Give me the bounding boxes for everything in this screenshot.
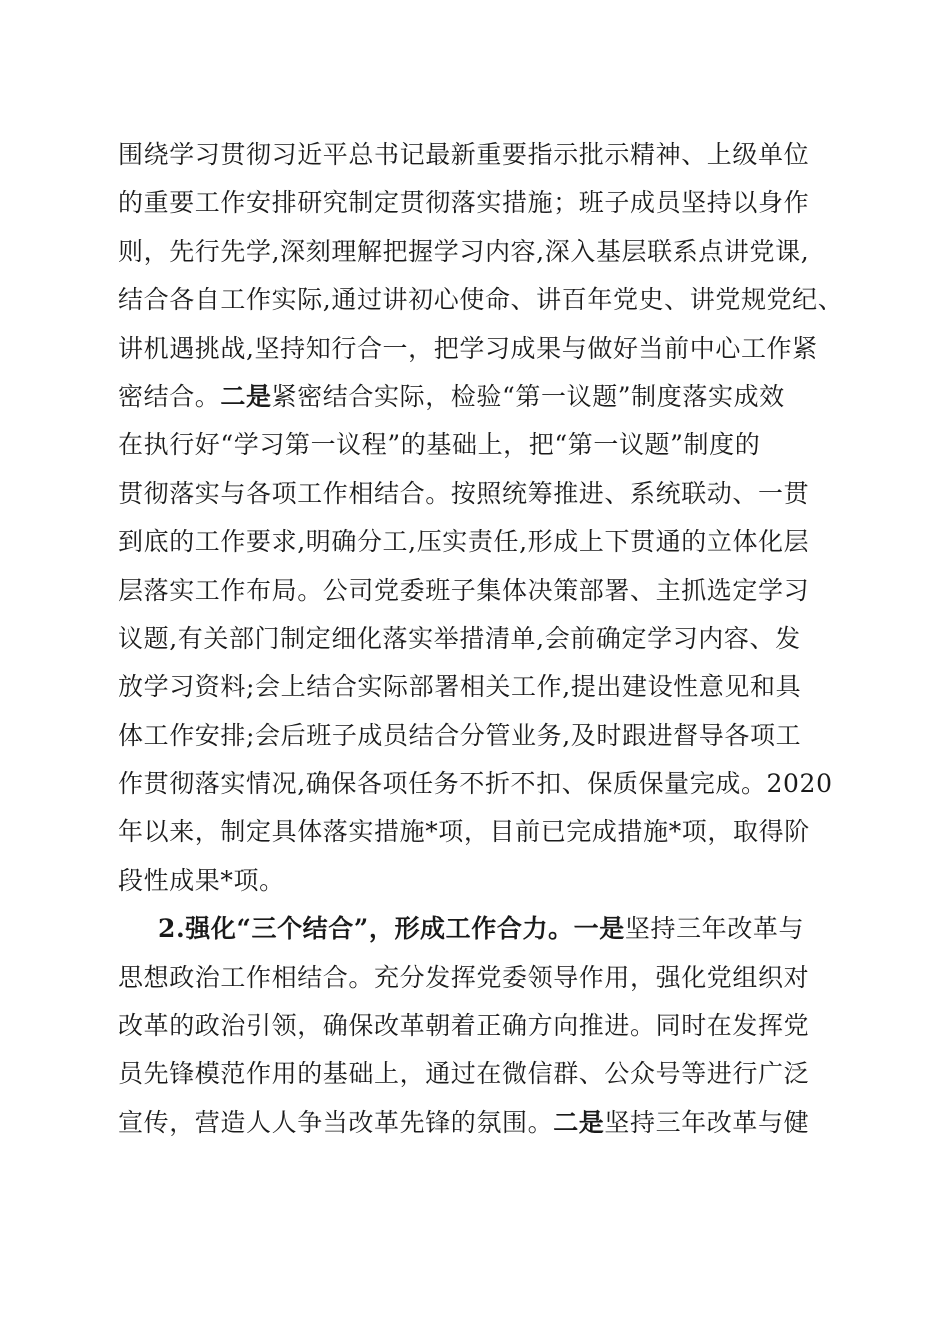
text-line: [118, 567, 838, 615]
text-segment: 改革的政治引领，确保改革朝着正确方向推进。同时在发挥党: [118, 1011, 810, 1041]
text-segment: 的重要工作安排研究制定贯彻落实措施；班子成员坚持以身作: [118, 188, 810, 218]
text-line: [118, 615, 838, 663]
text-segment: 员先锋模范作用的基础上，通过在微信群、公众号等进行广泛: [118, 1059, 810, 1089]
text-line: [118, 421, 838, 469]
text-line: [118, 663, 838, 711]
text-line: [118, 276, 844, 324]
text-line: [118, 325, 838, 373]
text-line: [118, 179, 838, 227]
text-line: [118, 712, 838, 760]
text-segment: 在执行好“学习第一议程”的基础上，把“第一议题”制度的: [118, 430, 761, 460]
text-segment: 宣传，营造人人争当改革先锋的氛围。: [118, 1107, 554, 1137]
text-line: [118, 1050, 838, 1098]
text-line: [118, 954, 838, 1002]
text-line: [118, 1099, 838, 1147]
text-line: [118, 131, 838, 179]
text-segment: 作贯彻落实情况,确保各项任务不折不扣、保质保量完成。2020: [118, 769, 833, 799]
text-segment: 讲机遇挑战,坚持知行合一，把学习成果与做好当前中心工作紧: [118, 333, 818, 363]
text-segment: 结合各自工作实际,通过讲初心使命、讲百年党史、讲党规党纪、: [118, 285, 844, 315]
text-segment: 层落实工作布局。公司党委班子集体决策部署、主抓选定学习: [118, 575, 810, 605]
emphasis-text: 二是: [553, 1107, 605, 1137]
text-segment: 贯彻落实与各项工作相结合。按照统筹推进、系统联动、一贯: [118, 478, 810, 508]
text-segment: 年以来，制定具体落实措施*项，目前已完成措施*项，取得阶: [118, 817, 810, 847]
text-segment: 坚持三年改革与: [624, 914, 805, 944]
text-segment: 紧密结合实际，检验“第一议题”制度落实成效: [271, 381, 785, 411]
text-line: [118, 518, 838, 566]
text-line: [118, 228, 838, 276]
text-segment: 密结合。: [118, 381, 221, 411]
text-segment: 则，先行先学,深刻理解把握学习内容,深入基层联系点讲党课,: [118, 236, 810, 266]
text-segment: 段性成果*项。: [118, 865, 285, 895]
text-segment: 围绕学习贯彻习近平总书记最新重要指示批示精神、上级单位: [118, 140, 810, 169]
text-line: [118, 1002, 838, 1050]
section-heading-line: [118, 905, 838, 953]
text-line: [118, 760, 838, 808]
body-text: [118, 131, 844, 1147]
text-segment: 坚持三年改革与健: [604, 1107, 810, 1137]
text-segment: 放学习资料;会上结合实际部署相关工作,提出建设性意见和具: [118, 672, 802, 702]
text-segment: 体工作安排;会后班子成员结合分管业务,及时跟进督导各项工: [118, 720, 802, 750]
text-line: [118, 857, 838, 905]
text-line: [118, 373, 838, 421]
text-line: [118, 808, 838, 856]
text-segment: 议题,有关部门制定细化落实举措清单,会前确定学习内容、发: [118, 623, 801, 653]
emphasis-text: 二是: [220, 381, 272, 411]
text-segment: 到底的工作要求,明确分工,压实责任,形成上下贯通的立体化层: [118, 527, 810, 557]
text-line: [118, 470, 838, 518]
section-heading: 2.强化“三个结合”，形成工作合力。一是: [158, 914, 625, 944]
text-segment: 思想政治工作相结合。充分发挥党委领导作用，强化党组织对: [118, 962, 810, 992]
